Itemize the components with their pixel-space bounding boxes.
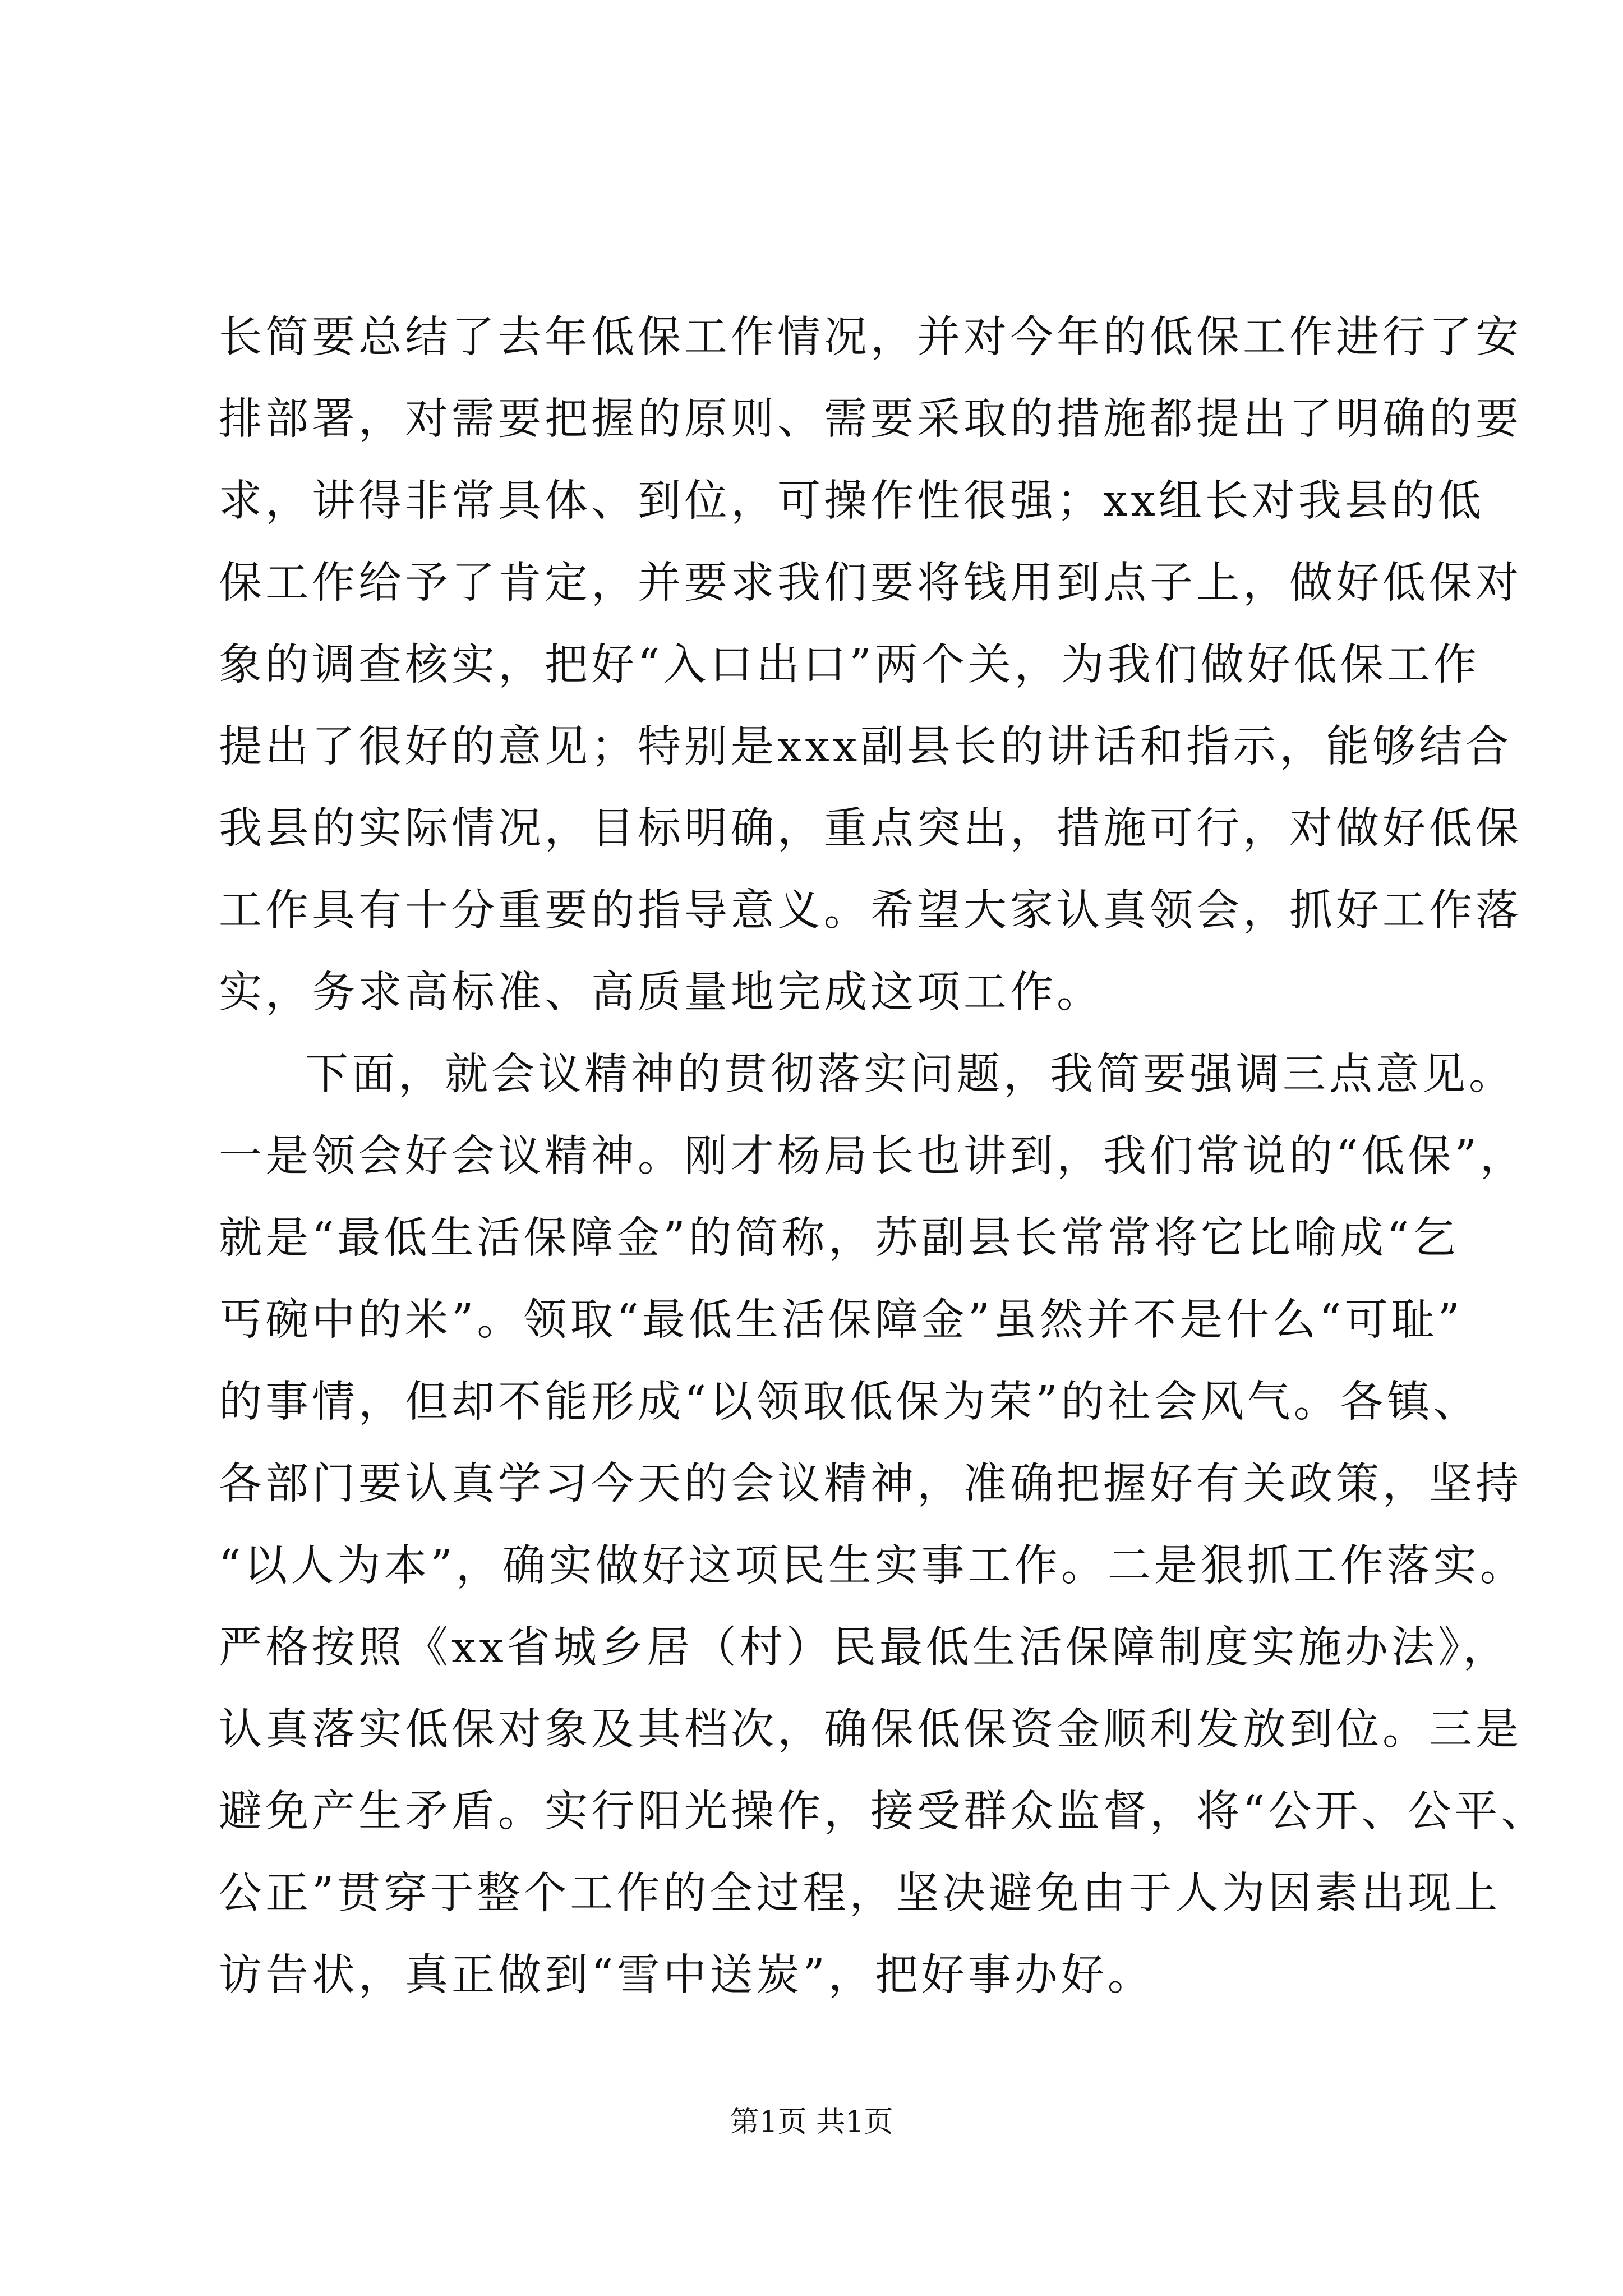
body-line: 严格按照《xx省城乡居（村）民最低生活保障制度实施办法》， <box>219 1623 1510 1673</box>
body-line: 就是“最低生活保障金”的简称，苏副县长常常将它比喻成“乞 <box>219 1213 1459 1263</box>
page-footer: 第1页 共1页 <box>730 2105 893 2139</box>
body-line: 公正”贯穿于整个工作的全过程，坚决避免由于人为因素出现上 <box>219 1869 1501 1918</box>
body-line: 避免产生矛盾。实行阳光操作，接受群众监督，将“公开、公平、 <box>219 1787 1548 1837</box>
body-line: 的事情，但却不能形成“以领取低保为荣”的社会风气。各镇、 <box>219 1377 1480 1427</box>
body-line: 排部署，对需要把握的原则、需要采取的措施都提出了明确的要 <box>219 394 1522 444</box>
body-line: 保工作给予了肯定，并要求我们要将钱用到点子上，做好低保对 <box>219 558 1522 608</box>
body-line: 丐碗中的米”。领取“最低生活保障金”虽然并不是什么“可耻” <box>219 1295 1463 1345</box>
body-line: 认真落实低保对象及其档次，确保低保资金顺利发放到位。三是 <box>219 1705 1522 1755</box>
body-line: 访告状，真正做到“雪中送炭”，把好事办好。 <box>219 1950 1154 2000</box>
body-line: 各部门要认真学习今天的会议精神，准确把握好有关政策，坚持 <box>219 1459 1522 1509</box>
paragraph-first-line: 下面，就会议精神的贯彻落实问题，我简要强调三点意见。 <box>305 1050 1515 1099</box>
body-line: 一是领会好会议精神。刚才杨局长也讲到，我们常说的“低保”， <box>219 1131 1527 1181</box>
body-line: 长简要总结了去年低保工作情况，并对今年的低保工作进行了安 <box>219 312 1522 362</box>
body-line: 象的调查核实，把好“入口出口”两个关，为我们做好低保工作 <box>219 640 1480 690</box>
body-line: “以人为本”，确实做好这项民生实事工作。二是狠抓工作落实。 <box>219 1541 1527 1591</box>
body-line: 工作具有十分重要的指导意义。希望大家认真领会，抓好工作落 <box>219 886 1522 936</box>
body-line: 提出了很好的意见；特别是xxx副县长的讲话和指示，能够结合 <box>219 722 1513 772</box>
body-line: 我县的实际情况，目标明确，重点突出，措施可行，对做好低保 <box>219 804 1522 854</box>
body-line: 求，讲得非常具体、到位，可操作性很强；xx组长对我县的低 <box>219 476 1484 526</box>
body-line: 实，务求高标准、高质量地完成这项工作。 <box>219 968 1103 1018</box>
